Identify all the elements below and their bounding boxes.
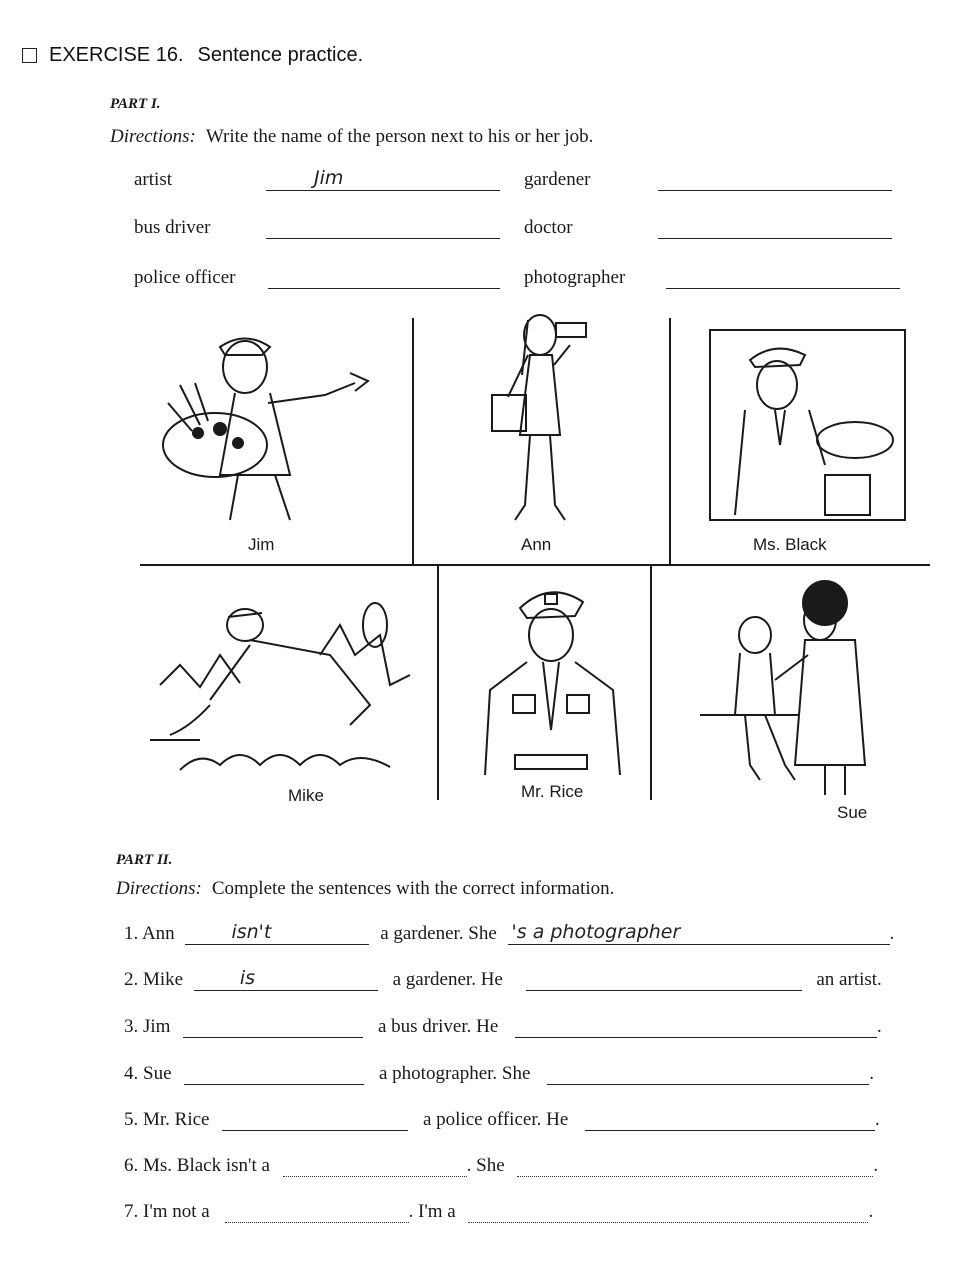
job-answer-blank[interactable] bbox=[266, 168, 500, 191]
job-label: police officer bbox=[134, 267, 236, 288]
exercise-number: EXERCISE 16. bbox=[49, 44, 184, 66]
sentence-number: 1. bbox=[124, 923, 139, 944]
job-answer-blank[interactable] bbox=[666, 266, 900, 289]
photographer-icon bbox=[470, 305, 610, 530]
picture-caption: Mike bbox=[288, 786, 324, 805]
answer-blank[interactable] bbox=[515, 1015, 877, 1038]
job-answer-blank[interactable] bbox=[658, 168, 892, 191]
answer-blank[interactable] bbox=[184, 1062, 364, 1085]
job-row bbox=[524, 168, 892, 191]
sentence-row bbox=[124, 922, 894, 945]
sentence-subject: Ann bbox=[141, 923, 175, 944]
answer-blank[interactable] bbox=[468, 1200, 868, 1223]
job-answer-blank[interactable] bbox=[658, 216, 892, 239]
sentence-middle: a bus driver. He bbox=[377, 1016, 499, 1037]
sentence-end: an artist. bbox=[816, 969, 882, 990]
job-row bbox=[134, 266, 500, 289]
sentence-row bbox=[124, 1200, 873, 1223]
answer-blank[interactable] bbox=[508, 922, 890, 945]
police-officer-icon bbox=[475, 580, 625, 775]
part2-directions-text: Complete the sentences with the correct information. bbox=[211, 878, 615, 899]
bus-driver-icon bbox=[705, 325, 915, 530]
job-label: artist bbox=[134, 169, 172, 190]
sentence-middle: a police officer. He bbox=[423, 1109, 569, 1130]
job-row bbox=[524, 266, 900, 289]
answer-blank[interactable] bbox=[526, 968, 802, 991]
sentence-number: 6. bbox=[124, 1155, 139, 1176]
part1-label: PART I. bbox=[110, 96, 161, 112]
sentence-end: . bbox=[873, 1155, 879, 1176]
picture-caption: Mr. Rice bbox=[521, 782, 584, 801]
divider bbox=[412, 318, 414, 566]
answer-blank[interactable] bbox=[517, 1154, 873, 1177]
divider bbox=[650, 566, 652, 800]
job-label: doctor bbox=[524, 217, 573, 238]
divider bbox=[140, 564, 930, 566]
job-row bbox=[524, 216, 892, 239]
part1-directions-text: Write the name of the person next to his or her job. bbox=[205, 126, 594, 147]
answer-text: isn't bbox=[231, 921, 272, 943]
sentence-number: 7. bbox=[124, 1201, 139, 1222]
sentence-end: . bbox=[875, 1109, 880, 1130]
part1-directions bbox=[110, 126, 593, 148]
doctor-icon bbox=[690, 575, 910, 800]
answer-blank[interactable] bbox=[225, 1200, 409, 1223]
sentence-middle: a gardener. She bbox=[380, 923, 497, 944]
gardener-icon bbox=[140, 595, 420, 780]
answer-text: is bbox=[239, 967, 256, 989]
part1-directions-label: Directions: bbox=[110, 126, 196, 147]
sentence-subject: Sue bbox=[143, 1063, 172, 1084]
answer-blank[interactable] bbox=[185, 922, 369, 945]
job-label: bus driver bbox=[134, 217, 211, 238]
part2-directions-label: Directions: bbox=[116, 878, 202, 899]
sentence-row bbox=[124, 1108, 880, 1131]
sentence-subject: I'm not a bbox=[143, 1201, 210, 1222]
sentence-number: 5. bbox=[124, 1109, 139, 1130]
sentence-end: . bbox=[869, 1063, 874, 1084]
job-answer-blank[interactable] bbox=[266, 216, 500, 239]
job-label: gardener bbox=[524, 169, 591, 190]
sentence-row bbox=[124, 968, 882, 991]
answer-blank[interactable] bbox=[222, 1108, 408, 1131]
sentence-subject: Ms. Black isn't a bbox=[143, 1155, 270, 1176]
picture-caption: Ms. Black bbox=[753, 535, 827, 554]
exercise-header bbox=[22, 44, 363, 67]
sentence-row bbox=[124, 1062, 874, 1085]
job-answer: Jim bbox=[314, 167, 344, 189]
part2-directions bbox=[116, 878, 614, 900]
answer-blank[interactable] bbox=[283, 1154, 467, 1177]
sentence-end: . bbox=[889, 923, 895, 944]
job-row bbox=[134, 216, 500, 239]
sentence-row bbox=[124, 1154, 878, 1177]
job-answer-blank[interactable] bbox=[268, 266, 500, 289]
divider bbox=[669, 318, 671, 566]
job-label: photographer bbox=[524, 267, 626, 288]
answer-blank[interactable] bbox=[194, 968, 378, 991]
sentence-number: 3. bbox=[124, 1016, 139, 1037]
picture-caption: Jim bbox=[248, 535, 275, 554]
sentence-row bbox=[124, 1015, 882, 1038]
answer-blank[interactable] bbox=[585, 1108, 875, 1131]
artist-icon bbox=[150, 325, 390, 530]
answer-blank[interactable] bbox=[183, 1015, 363, 1038]
sentence-middle: . I'm a bbox=[408, 1201, 456, 1222]
part2-label: PART II. bbox=[116, 852, 173, 868]
sentence-subject: Mr. Rice bbox=[143, 1109, 210, 1130]
sentence-middle: a photographer. She bbox=[379, 1063, 531, 1084]
picture-caption: Sue bbox=[837, 803, 868, 822]
sentence-subject: Mike bbox=[143, 969, 184, 990]
answer-text: 's a photographer bbox=[511, 921, 681, 943]
sentence-end: . bbox=[877, 1016, 882, 1037]
sentence-subject: Jim bbox=[143, 1016, 171, 1037]
sentence-end: . bbox=[868, 1201, 874, 1222]
picture-caption: Ann bbox=[521, 535, 552, 554]
sentence-number: 2. bbox=[124, 969, 139, 990]
sentence-number: 4. bbox=[124, 1063, 139, 1084]
job-row bbox=[134, 168, 500, 191]
sentence-middle: a gardener. He bbox=[392, 969, 503, 990]
checkbox-icon[interactable] bbox=[22, 48, 37, 63]
sentence-middle: . She bbox=[466, 1155, 505, 1176]
answer-blank[interactable] bbox=[547, 1062, 869, 1085]
exercise-title: Sentence practice. bbox=[197, 44, 364, 66]
divider bbox=[437, 566, 439, 800]
